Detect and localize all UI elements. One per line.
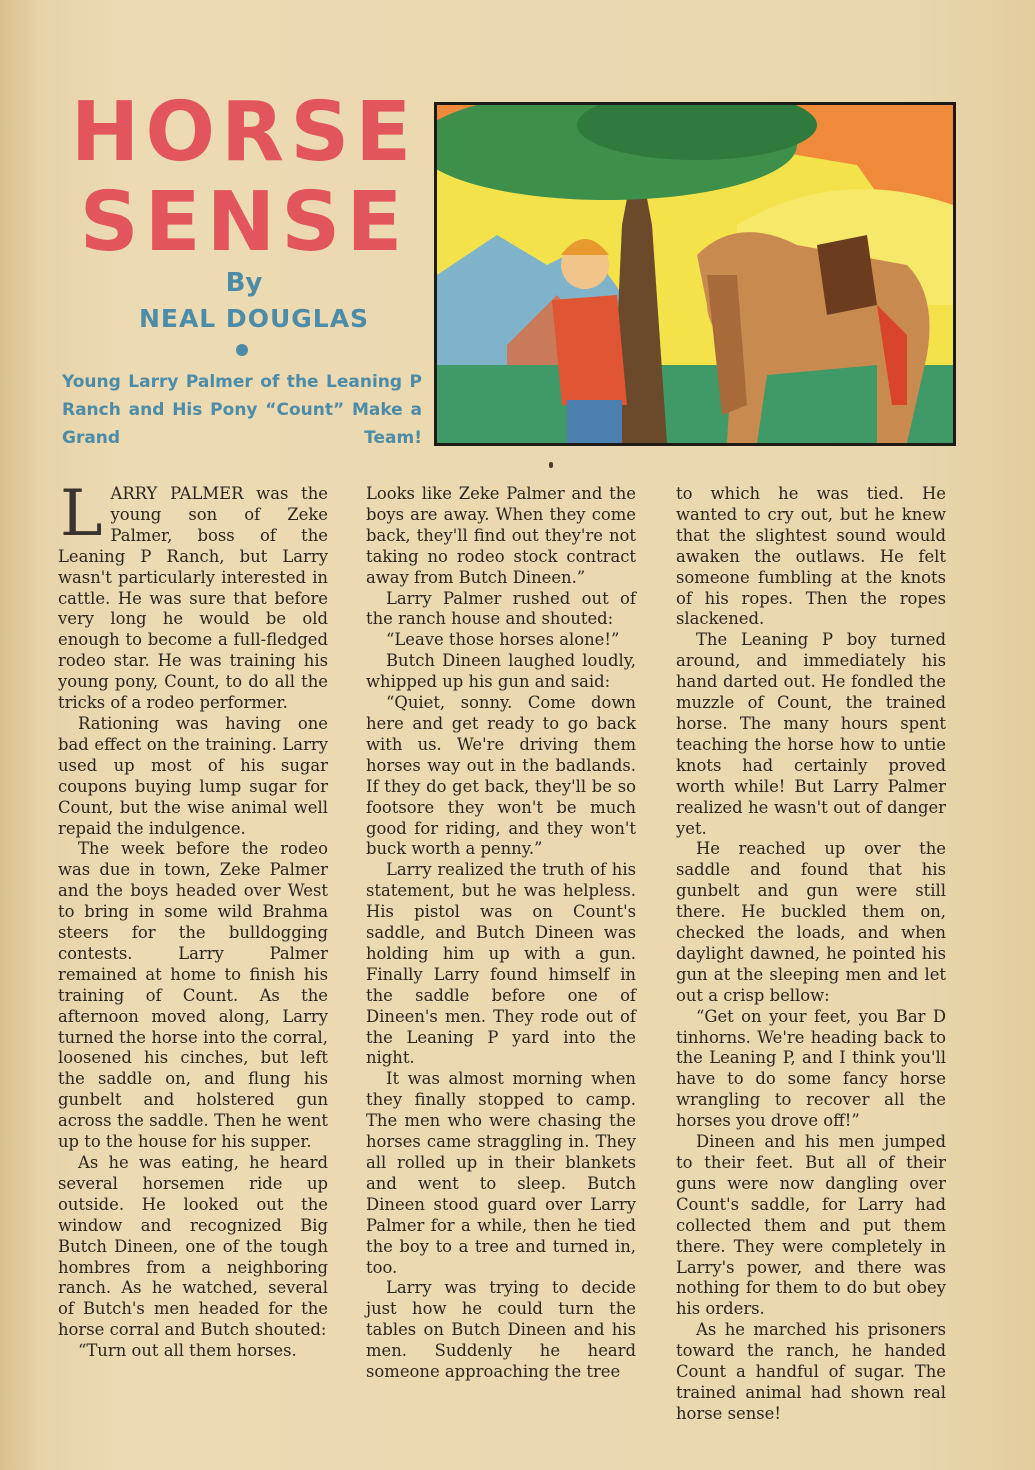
byline-by: By xyxy=(225,268,263,298)
title-line-1: HORSE xyxy=(70,85,418,180)
paragraph: As he was eating, he heard several horsemen ride up outside. He looked out the window and recognized Big Butch Dineen, one of the tough hombres from a neighboring ranch. As he watched, several of Butch's men headed for the horse corral and Butch shouted: xyxy=(58,1153,328,1340)
title-line-2: SENSE xyxy=(79,175,409,270)
paragraph: “Quiet, sonny. Come down here and get ready to go back with us. We're driving them horses way out in the badlands. If they do get back, they'll be so footsore they won't be much good for riding, and they won't buck worth a penny.” xyxy=(366,693,636,859)
story-column-3 xyxy=(676,484,946,1425)
paragraph: “Turn out all them horses. xyxy=(78,1341,297,1361)
paragraph: to which he was tied. He wanted to cry out, but he knew that the slightest sound would awaken the outlaws. He felt someone fumbling at the knots of his ropes. Then the ropes slackened. xyxy=(676,484,946,629)
story-blurb: Young Larry Palmer of the Leaning P Ranch and His Pony “Count” Make a Grand Team! xyxy=(62,372,422,448)
paragraph: The Leaning P boy turned around, and immediately his hand darted out. He fondled the muzzle of Count, the trained horse. The many hours spent teaching the horse how to untie knots had certainly proved worth while! But Larry Palmer realized he wasn't out of danger yet. xyxy=(676,630,946,838)
paragraph: It was almost morning when they finally stopped to camp. The men who were chasing the horses came straggling in. They all rolled up in their blankets and went to sleep. Butch Dineen stood guard over Larry Palmer for a while, then he tied the boy to a tree and turned in, too. xyxy=(366,1069,636,1277)
paragraph: Rationing was having one bad effect on the training. Larry used up most of his sugar coupons buying lump sugar for Count, but the wise animal well repaid the indulgence. xyxy=(58,713,328,838)
bullet-icon xyxy=(236,344,248,356)
drop-cap: L xyxy=(60,477,103,551)
paragraph: Dineen and his men jumped to their feet. But all of their guns were now dangling over Count's saddle, for Larry had collected them and put them there. They were completely in Larry's power, and there was nothing for them to do but obey his orders. xyxy=(676,1132,946,1319)
story-illustration xyxy=(434,102,956,446)
saddle xyxy=(817,235,877,315)
paragraph: Looks like Zeke Palmer and the boys are away. When they come back, they'll find out they're not taking no rodeo stock contract away from Butch Dineen.” xyxy=(366,484,636,587)
boy-pants xyxy=(567,400,622,443)
story-column-2 xyxy=(366,484,636,1383)
author-name: NEAL DOUGLAS xyxy=(138,304,370,333)
paragraph: Larry was trying to decide just how he could turn the tables on Butch Dineen and his men. Suddenly he heard someone approaching the tree xyxy=(366,1278,636,1382)
paragraph: “Get on your feet, you Bar D tinhorns. We're heading back to the Leaning P, and I think you'll have to do some fancy horse wrangling to recover all the horses you drove off!” xyxy=(676,1006,946,1131)
story-title xyxy=(64,85,424,270)
paragraph: “Leave those horses alone!” xyxy=(386,630,620,650)
paragraph: Butch Dineen laughed loudly, whipped up his gun and said: xyxy=(366,651,636,692)
paragraph: Larry Palmer rushed out of the ranch house and shouted: xyxy=(366,588,636,629)
illustration-art xyxy=(437,105,953,443)
paragraph: Larry realized the truth of his statement, but he was helpless. His pistol was on Count's saddle, and Butch Dineen was holding him up with a gun. Finally Larry found himself in the saddle before one of Dineen's men. They rode out of the Leaning P yard into the night. xyxy=(366,860,636,1068)
paragraph: The week before the rodeo was due in town, Zeke Palmer and the boys headed over West to bring in some wild Brahma steers for the bulldogging contests. Larry Palmer remained at home to finish his training of Count. As the afternoon moved along, Larry turned the horse into the corral, loosened his cinches, but left the saddle on, and flung his gunbelt and holstered gun across the saddle. Then he went up to the house for his supper. xyxy=(58,839,328,1152)
ornament-dot xyxy=(549,462,553,468)
story-column-1 xyxy=(58,477,328,1362)
grass xyxy=(437,365,953,443)
boy-shirt xyxy=(552,295,627,405)
paragraph: LARRY PALMER was the young son of Zeke Palmer, boss of the Leaning P Ranch, but Larry wasn't particularly interested in cattle. He was sure that before very long he would be old enough to become a full-fledged rodeo star. He was training his young pony, Count, to do all the tricks of a rodeo performer. xyxy=(58,477,328,713)
paragraph: As he marched his prisoners toward the ranch, he handed Count a handful of sugar. The trained animal had shown real horse sense! xyxy=(676,1320,946,1423)
paragraph: He reached up over the saddle and found that his gunbelt and gun were still there. He buckled them on, checked the loads, and when daylight dawned, he pointed his gun at the sleeping men and let out a crisp bellow: xyxy=(676,839,946,1005)
